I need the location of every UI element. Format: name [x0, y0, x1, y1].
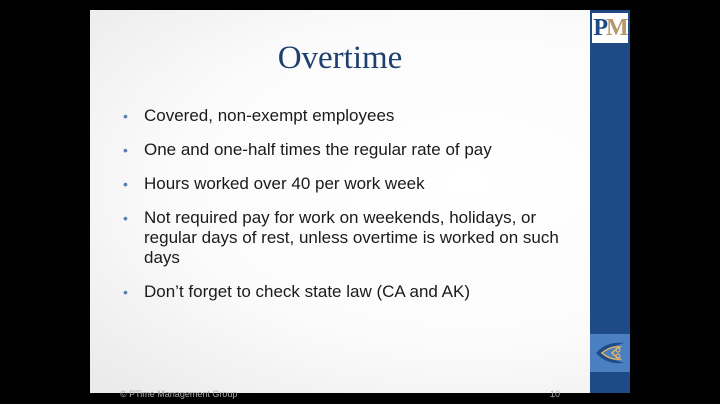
pm-logo: P M: [592, 13, 628, 43]
slide: [90, 10, 630, 399]
bullet-icon: •: [123, 284, 128, 300]
bullet-icon: •: [123, 176, 128, 192]
bullet-item: • Hours worked over 40 per work week: [123, 174, 425, 193]
slide-title: Overtime: [277, 40, 403, 76]
page-number: 10: [549, 389, 560, 399]
bullet-list: [120, 106, 560, 316]
bullet-item: • Don’t forget to check state law (CA and AK): [123, 282, 470, 301]
slide-footer: © PTime Management Group: [120, 389, 238, 399]
brand-sidebar: [590, 10, 630, 393]
emblem-icon: [590, 334, 630, 372]
bullet-icon: •: [123, 142, 128, 158]
bullet-icon: •: [123, 210, 128, 226]
bullet-item: • One and one-half times the regular rate of pay: [123, 140, 492, 159]
bullet-item: • Covered, non-exempt employees: [123, 106, 395, 125]
bullet-icon: •: [123, 108, 128, 124]
bullet-item: • Not required pay for work on weekends, holidays, or regular days of rest, unless overtime is worked on such days: [123, 208, 559, 267]
